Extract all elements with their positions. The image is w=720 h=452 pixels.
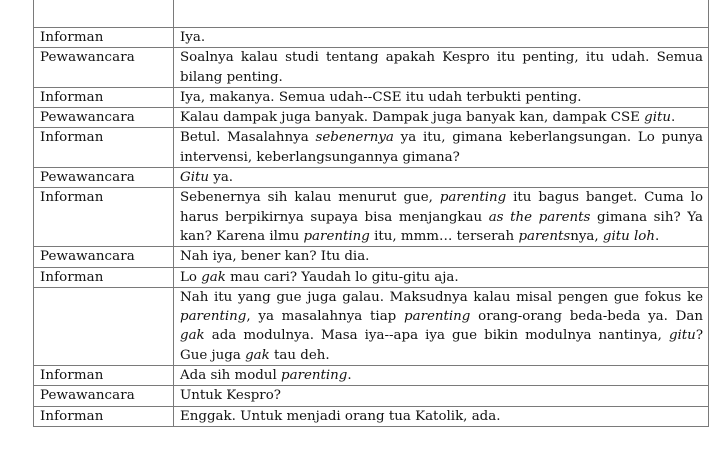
utterance-cell: Soalnya kalau studi tentang apakah Kespro itu penting, itu udah. Semua bilang penting. [174, 48, 709, 88]
utterance-cell: Nah itu yang gue juga galau. Maksudnya kalau misal pengen gue fokus ke parenting, ya masalahnya tiap parenting orang-orang beda-beda ya. Dan gak ada modulnya. Masa iya--apa iya gue bikin modulnya nantinya, gitu? Gue juga gak tau deh. [174, 287, 709, 365]
speaker-cell: Pewawancara [34, 168, 174, 188]
speaker-cell: Informan [34, 267, 174, 287]
table-row [34, 128, 709, 168]
italic-term: parenting [439, 190, 507, 206]
utterance-cell: Kalau dampak juga banyak. Dampak juga banyak kan, dampak CSE gitu. [174, 108, 709, 128]
speaker-cell: Informan [34, 406, 174, 426]
italic-term: gak [180, 328, 205, 344]
table-row [34, 406, 709, 426]
table-row [34, 87, 709, 107]
speaker-cell: Pewawancara [34, 48, 174, 88]
table-row [34, 188, 709, 247]
speaker-cell: Pewawancara [34, 386, 174, 406]
italic-term: parenting [180, 309, 247, 325]
table-row [34, 168, 709, 188]
table-row [34, 386, 709, 406]
speaker-cell: Informan [34, 366, 174, 386]
italic-term: gitu [668, 328, 696, 344]
speaker-cell [34, 287, 174, 365]
utterance-cell: Lo gak mau cari? Yaudah lo gitu-gitu aja. [174, 267, 709, 287]
utterance-cell: Betul. Masalahnya sebenernya ya itu, gimana keberlangsungan. Lo punya intervensi, keberlangsungannya gimana? [174, 128, 709, 168]
utterance-cell: Enggak. Untuk menjadi orang tua Katolik, ada. [174, 406, 709, 426]
utterance-cell: Iya, makanya. Semua udah--CSE itu udah terbukti penting. [174, 87, 709, 107]
italic-term: parenting [281, 368, 348, 384]
utterance-cell: Iya. [174, 28, 709, 48]
table-row [34, 366, 709, 386]
table-row [34, 247, 709, 267]
table-row [34, 28, 709, 48]
table-row [34, 287, 709, 365]
table-row [34, 48, 709, 88]
utterance-cell: Untuk Kespro? [174, 386, 709, 406]
italic-term: gitu [644, 110, 672, 126]
utterance-cell [174, 0, 709, 28]
italic-term: parenting [303, 228, 370, 244]
utterance-cell: Gitu ya. [174, 168, 709, 188]
italic-term: gitu loh [602, 228, 655, 244]
transcript-rows [34, 0, 709, 426]
italic-term: gak [245, 347, 270, 363]
transcript-table [33, 0, 709, 427]
speaker-cell: Pewawancara [34, 247, 174, 267]
table-row [34, 0, 709, 28]
italic-term: parents [518, 228, 571, 244]
italic-term: gak [201, 269, 226, 285]
speaker-cell: Informan [34, 128, 174, 168]
speaker-cell: Informan [34, 87, 174, 107]
speaker-cell: Informan [34, 188, 174, 247]
italic-term: sebenernya [315, 130, 394, 146]
utterance-cell: Ada sih modul parenting. [174, 366, 709, 386]
utterance-cell: Sebenernya sih kalau menurut gue, parenting itu bagus banget. Cuma lo harus berpikirnya supaya bisa menjangkau as the parents gimana sih? Ya kan? Karena ilmu parenting itu, mmm… terserah parentsnya, gitu loh. [174, 188, 709, 247]
speaker-cell: Pewawancara [34, 108, 174, 128]
italic-term: as the parents [488, 209, 591, 225]
table-row [34, 108, 709, 128]
table-row [34, 267, 709, 287]
speaker-cell [34, 0, 174, 28]
italic-term: Gitu [180, 170, 209, 186]
speaker-cell: Informan [34, 28, 174, 48]
utterance-cell: Nah iya, bener kan? Itu dia. [174, 247, 709, 267]
italic-term: parenting [404, 309, 471, 325]
